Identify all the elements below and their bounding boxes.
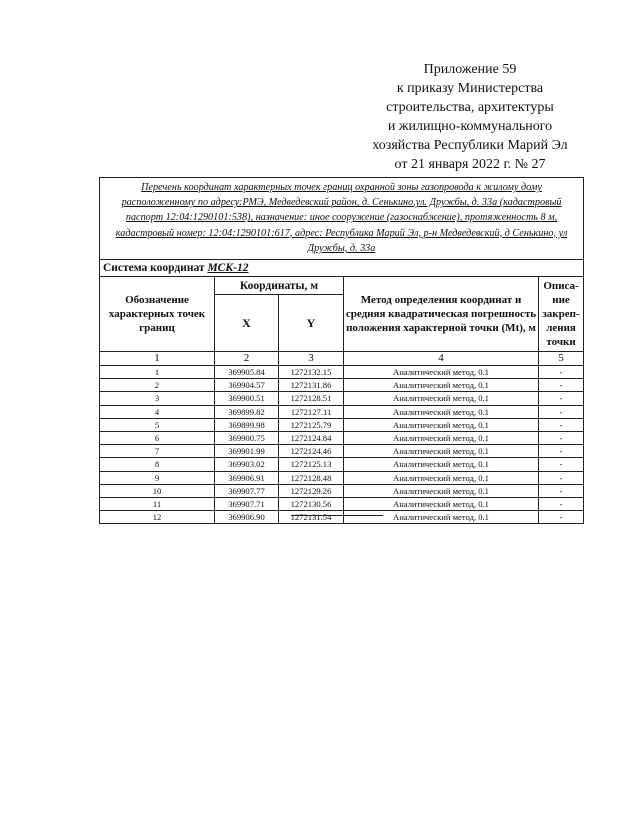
description-cell: - (539, 484, 584, 497)
x-coordinate-cell: 369903.02 (215, 458, 279, 471)
table-caption (100, 178, 584, 260)
method-cell: Аналитический метод, 0.1 (344, 484, 539, 497)
col-header-method: Метод определения координат и средняя квадратическая погрешность положения характерной точки (Mt), м (344, 277, 539, 352)
method-cell: Аналитический метод, 0.1 (344, 471, 539, 484)
y-coordinate-cell: 1272125.79 (279, 418, 344, 431)
col-number: 3 (279, 352, 344, 366)
point-number-cell: 4 (100, 405, 215, 418)
description-cell: - (539, 366, 584, 379)
point-number-cell: 2 (100, 379, 215, 392)
point-number-cell: 1 (100, 366, 215, 379)
x-coordinate-cell: 369907.77 (215, 484, 279, 497)
coord-system-row (100, 260, 584, 277)
x-coordinate-cell: 369907.71 (215, 497, 279, 510)
col-number: 1 (100, 352, 215, 366)
y-coordinate-cell: 1272129.26 (279, 484, 344, 497)
col-number: 5 (539, 352, 584, 366)
description-cell: - (539, 405, 584, 418)
description-cell: - (539, 511, 584, 524)
method-cell: Аналитический метод, 0.1 (344, 366, 539, 379)
point-number-cell: 6 (100, 431, 215, 444)
header-line: строительства, архитектуры (386, 100, 554, 115)
table-row (100, 458, 584, 471)
point-number-cell: 12 (100, 511, 215, 524)
point-number-cell: 5 (100, 418, 215, 431)
description-cell: - (539, 471, 584, 484)
method-cell: Аналитический метод, 0.1 (344, 445, 539, 458)
x-coordinate-cell: 369900.51 (215, 392, 279, 405)
header-line: к приказу Министерства (396, 81, 544, 96)
table-row (100, 497, 584, 510)
description-cell: - (539, 458, 584, 471)
description-cell: - (539, 497, 584, 510)
coordinates-table (99, 177, 584, 524)
header-line: хозяйства Республики Марий Эл (372, 138, 568, 153)
description-cell: - (539, 392, 584, 405)
table-row (100, 379, 584, 392)
table-row (100, 366, 584, 379)
y-coordinate-cell: 1272131.54 (279, 511, 344, 524)
col-header-point: Обозначение характерных точек границ (100, 277, 215, 352)
x-coordinate-cell: 369904.57 (215, 379, 279, 392)
x-coordinate-cell: 369906.91 (215, 471, 279, 484)
point-number-cell: 11 (100, 497, 215, 510)
description-cell: - (539, 418, 584, 431)
table-row (100, 471, 584, 484)
point-number-cell: 9 (100, 471, 215, 484)
col-header-coords: Координаты, м (215, 277, 344, 295)
x-coordinate-cell: 369905.84 (215, 366, 279, 379)
method-cell: Аналитический метод, 0.1 (344, 511, 539, 524)
table-row (100, 484, 584, 497)
y-coordinate-cell: 1272130.56 (279, 497, 344, 510)
table-row (100, 445, 584, 458)
header-line: и жилищно-коммунального (387, 119, 553, 134)
y-coordinate-cell: 1272128.48 (279, 471, 344, 484)
method-cell: Аналитический метод, 0.1 (344, 405, 539, 418)
point-number-cell: 3 (100, 392, 215, 405)
y-coordinate-cell: 1272128.51 (279, 392, 344, 405)
appendix-header (370, 60, 570, 174)
header-line: от 21 января 2022 г. № 27 (394, 157, 546, 172)
col-header-description: Описа-ние закреп-ления точки (539, 277, 584, 352)
x-coordinate-cell: 369900.75 (215, 431, 279, 444)
method-cell: Аналитический метод, 0.1 (344, 392, 539, 405)
signature-line (291, 515, 383, 516)
table-row (100, 418, 584, 431)
header-line: Приложение 59 (423, 62, 517, 77)
col-header-y: Y (279, 295, 344, 352)
description-cell: - (539, 445, 584, 458)
method-cell: Аналитический метод, 0.1 (344, 379, 539, 392)
table-row (100, 405, 584, 418)
point-number-cell: 8 (100, 458, 215, 471)
x-coordinate-cell: 369906.90 (215, 511, 279, 524)
y-coordinate-cell: 1272131.86 (279, 379, 344, 392)
col-header-x: X (215, 295, 279, 352)
y-coordinate-cell: 1272124.84 (279, 431, 344, 444)
method-cell: Аналитический метод, 0.1 (344, 458, 539, 471)
y-coordinate-cell: 1272124.46 (279, 445, 344, 458)
col-number: 2 (215, 352, 279, 366)
table-row (100, 431, 584, 444)
x-coordinate-cell: 369901.99 (215, 445, 279, 458)
y-coordinate-cell: 1272127.11 (279, 405, 344, 418)
y-coordinate-cell: 1272125.13 (279, 458, 344, 471)
table-row (100, 392, 584, 405)
x-coordinate-cell: 369899.98 (215, 418, 279, 431)
method-cell: Аналитический метод, 0.1 (344, 418, 539, 431)
y-coordinate-cell: 1272132.15 (279, 366, 344, 379)
point-number-cell: 10 (100, 484, 215, 497)
description-cell: - (539, 379, 584, 392)
method-cell: Аналитический метод, 0.1 (344, 431, 539, 444)
description-cell: - (539, 431, 584, 444)
table-row (100, 511, 584, 524)
x-coordinate-cell: 369899.82 (215, 405, 279, 418)
point-number-cell: 7 (100, 445, 215, 458)
caption-text: Перечень координат характерных точек границ охранной зоны газопровода к жилому дому расположенному по адресу:РМЭ, Медведевский район, д. Сенькино,ул. Дружбы, д. 33а (кадастровый паспорт 12:04:1290101:538), назначение: иное сооружение (газоснабжение), протяженность 8 м, кадастровый номер: 12:04:1290101:617, адрес: Республика Марий Эл, р-н Медведевский, д Сенькино, ул Дружбы, д. 33а (115, 182, 568, 254)
method-cell: Аналитический метод, 0.1 (344, 497, 539, 510)
coord-system-label: Система координат (103, 262, 205, 275)
col-number: 4 (344, 352, 539, 366)
coord-system-value: МСК-12 (207, 262, 249, 275)
